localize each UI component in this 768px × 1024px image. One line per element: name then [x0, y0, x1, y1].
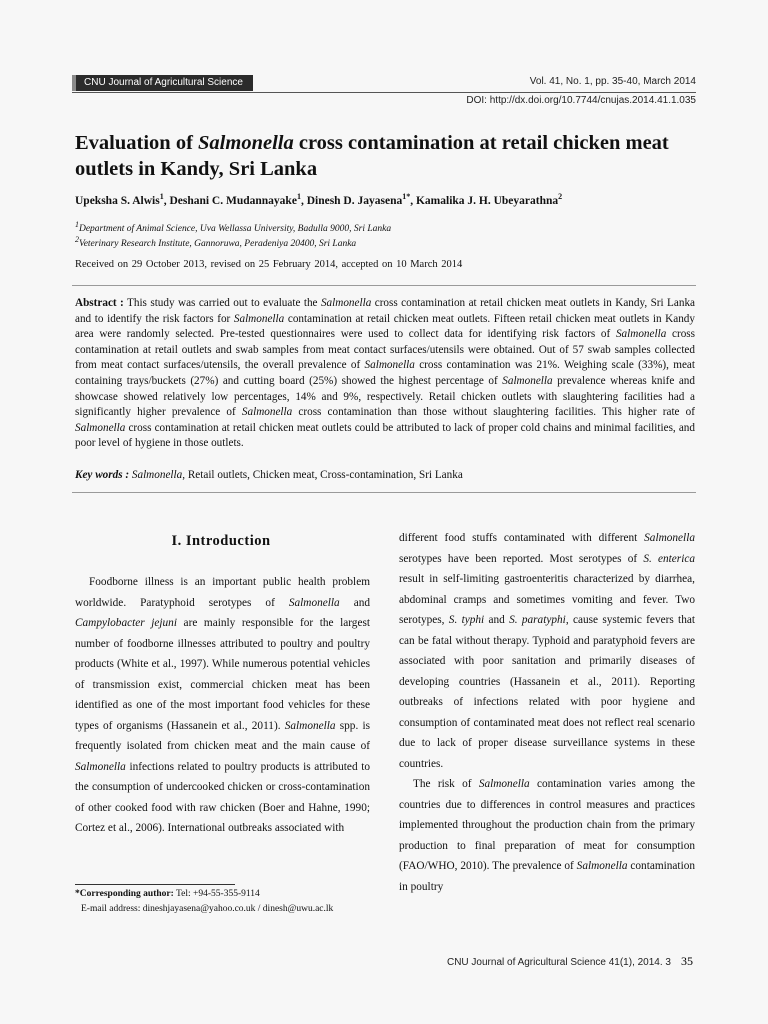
page-number: 35	[681, 954, 693, 968]
header-bar	[72, 75, 696, 93]
text-run: , cause systemic fevers that can be fatal without therapy. Typhoid and paratyphoid fevers are associated with poor sanitation and primarily diseases of developing countries (Hassanein et al., 2011). Reporting outbreaks of infections related with poor hygiene and consumption of contaminated meat does not reflect real scenario due to lack of proper disease surveillance systems in these countries.	[399, 614, 696, 770]
author-affiliation-sup: 2	[558, 192, 563, 201]
corresponding-author	[75, 889, 260, 899]
left-column	[75, 572, 370, 839]
text-run: cross contamination was 21%. Weighing scale (33%), meat containing trays/buckets (27%) and cutting board (25%) showed the highest percentage of	[75, 359, 695, 387]
keywords-label: Key words :	[75, 469, 130, 481]
body-paragraph	[399, 774, 695, 897]
affiliation-1-sup: 1	[75, 220, 79, 229]
italic-term: Salmonella	[131, 469, 183, 481]
affiliation-2-text: Veterinary Research Institute, Gannoruwa, Peradeniya 20400, Sri Lanka	[78, 239, 357, 250]
abstract	[75, 296, 695, 452]
received-dates: Received on 29 October 2013, revised on 25 February 2014, accepted on 10 March 2014	[75, 259, 463, 270]
italic-term: Campylobacter jejuni	[75, 617, 177, 629]
text-run: serotypes have been reported. Most serotypes of	[399, 552, 644, 565]
text-run: are mainly responsible for the largest number of foodborne illnesses attributed to poultry and poultry products (White et al., 1997). While numerous potential vehicles of transmission exist, commercial chicken meat has been identified as one of the most important food vehicles for these types of organisms (Hassanein et al., 2011).	[75, 617, 370, 732]
italic-term: Salmonella	[75, 421, 126, 434]
text-run: cross contamination at retail outlets and swab samples from meat contact surfaces/utensils were obtained. Out of 57 swab samples collected from meat contact surfaces/utensils, the overall prevalence of	[75, 328, 696, 372]
italic-term: Salmonella	[644, 532, 695, 544]
text-run: contamination in poultry	[399, 860, 696, 893]
text-run: cross contamination at retail chicken meat outlets could be attributed to lack of proper cold chains and minimal facilities, and poor level of hygiene in those outlets.	[75, 421, 695, 450]
italic-term: Salmonella	[288, 596, 340, 609]
doi-link[interactable]: DOI: http://dx.doi.org/10.7744/cnujas.2014.41.1.035	[466, 95, 696, 106]
journal-name-tab: CNU Journal of Agricultural Science	[72, 75, 253, 91]
italic-term: Salmonella	[284, 719, 336, 732]
volume-info: Vol. 41, No. 1, pp. 35-40, March 2014	[529, 76, 696, 87]
text-run: contamination at retail chicken meat outlets. Fifteen retail chicken meat outlets in Kandy area were randomly selected. Pre-tested questionnaires were used to collect data for identifying risk factors of	[75, 312, 695, 341]
abstract-body	[75, 297, 695, 449]
author-affiliation-sup: 1	[159, 192, 164, 201]
footer-citation: CNU Journal of Agricultural Science 41(1), 2014. 3	[446, 957, 671, 968]
footnote-tel: Tel: +94-55-355-9114	[173, 889, 260, 899]
body-paragraph	[399, 528, 695, 774]
section-heading: I. Introduction	[171, 533, 271, 549]
affiliation-1	[75, 220, 695, 234]
italic-term: Salmonella	[502, 374, 553, 387]
divider-bottom	[72, 492, 696, 493]
author-affiliation-sup: 1*	[402, 192, 411, 201]
text-run: and	[484, 614, 510, 626]
affiliation-2-sup: 2	[75, 235, 79, 244]
text-run: The risk of	[413, 778, 479, 790]
text-run: spp. is frequently isolated from chicken meat and the main cause of	[75, 719, 370, 752]
text-run: This study was carried out to evaluate the	[123, 297, 321, 309]
italic-term: Salmonella	[576, 860, 628, 872]
italic-term: Salmonella	[75, 760, 126, 773]
author-name: Kamalika J. H. Ubeyarathna	[415, 194, 559, 207]
footnote-email[interactable]: E-mail address: dineshjayasena@yahoo.co.uk / dinesh@uwu.ac.lk	[81, 904, 334, 914]
text-run: Foodborne illness is an important public health problem worldwide. Paratyphoid serotypes of	[75, 576, 370, 609]
footnote-rule	[75, 884, 235, 885]
affiliation-1-text: Department of Animal Science, Uva Wellassa University, Badulla 9000, Sri Lanka	[78, 224, 392, 235]
author-name: Upeksha S. Alwis	[75, 194, 160, 207]
italic-term: Salmonella	[615, 328, 667, 341]
text-run: infections related to poultry products is attributed to the consumption of undercooked chicken or cross-contamination of other cooked food with raw chicken (Boer and Hahne, 1990; Cortez et al., 2006). International outbreaks associated with	[75, 760, 370, 834]
author-list: Upeksha S. Alwis$^1$, Deshani C. Mudannayake$^1$, Dinesh D. Jayasena$^{1*}$, Kamalika J. H. Ubeyarathna$^2$	[75, 192, 563, 207]
text-run: and	[339, 596, 371, 609]
text-run: contamination varies among the countries due to differences in control measures and practices implemented throughout the production chain from the primary production to final preparation of meat for consumption (FAO/WHO, 2010). The prevalence of	[399, 778, 695, 872]
text-run: , Retail outlets, Chicken meat, Cross-contamination, Sri Lanka	[182, 469, 463, 481]
author-affiliation-sup: 1	[296, 192, 301, 201]
title-pre: Evaluation of	[75, 132, 199, 154]
italic-term: Salmonella	[364, 359, 415, 372]
italic-term: S. paratyphi	[509, 614, 566, 626]
affiliation-2	[75, 235, 695, 249]
text-run: cross contamination at retail chicken meat outlets in Kandy, Sri Lanka and to identify the risk factors for	[75, 297, 696, 325]
divider-top	[72, 285, 696, 286]
page-footer	[447, 954, 693, 969]
abstract-label: Abstract :	[75, 297, 124, 309]
right-column	[399, 528, 695, 897]
text-run: result in self-limiting gastroenteritis characterized by diarrhea, abdominal cramps and sometimes vomiting and fever. Two serotypes,	[399, 573, 695, 626]
italic-term: S. typhi	[448, 614, 485, 626]
title-post: cross contamination at retail chicken meat outlets in Kandy, Sri Lanka	[75, 132, 669, 180]
title-italic: Salmonella	[198, 132, 294, 154]
author-name: Deshani C. Mudannayake	[169, 194, 297, 207]
text-run: different food stuffs contaminated with different	[399, 532, 645, 544]
italic-term: S. enterica	[643, 552, 695, 565]
footnote-label: *Corresponding author:	[75, 889, 174, 899]
italic-term: Salmonella	[241, 406, 293, 419]
italic-term: Salmonella	[478, 778, 530, 790]
text-run: cross contamination than those without slaughtering facilities. This higher rate of	[292, 406, 695, 419]
keywords	[75, 469, 695, 481]
article-title	[75, 130, 705, 182]
text-run: prevalence whereas knife and showcase showed relatively low percentages, 14% and 9%, respectively. Retail chicken outlets with slaughtering facilities had a significantly higher prevalence of	[75, 374, 695, 419]
keywords-body	[129, 469, 463, 481]
body-paragraph	[75, 572, 370, 839]
italic-term: Salmonella	[320, 297, 372, 309]
author-name: Dinesh D. Jayasena	[306, 194, 403, 207]
italic-term: Salmonella	[233, 312, 285, 325]
